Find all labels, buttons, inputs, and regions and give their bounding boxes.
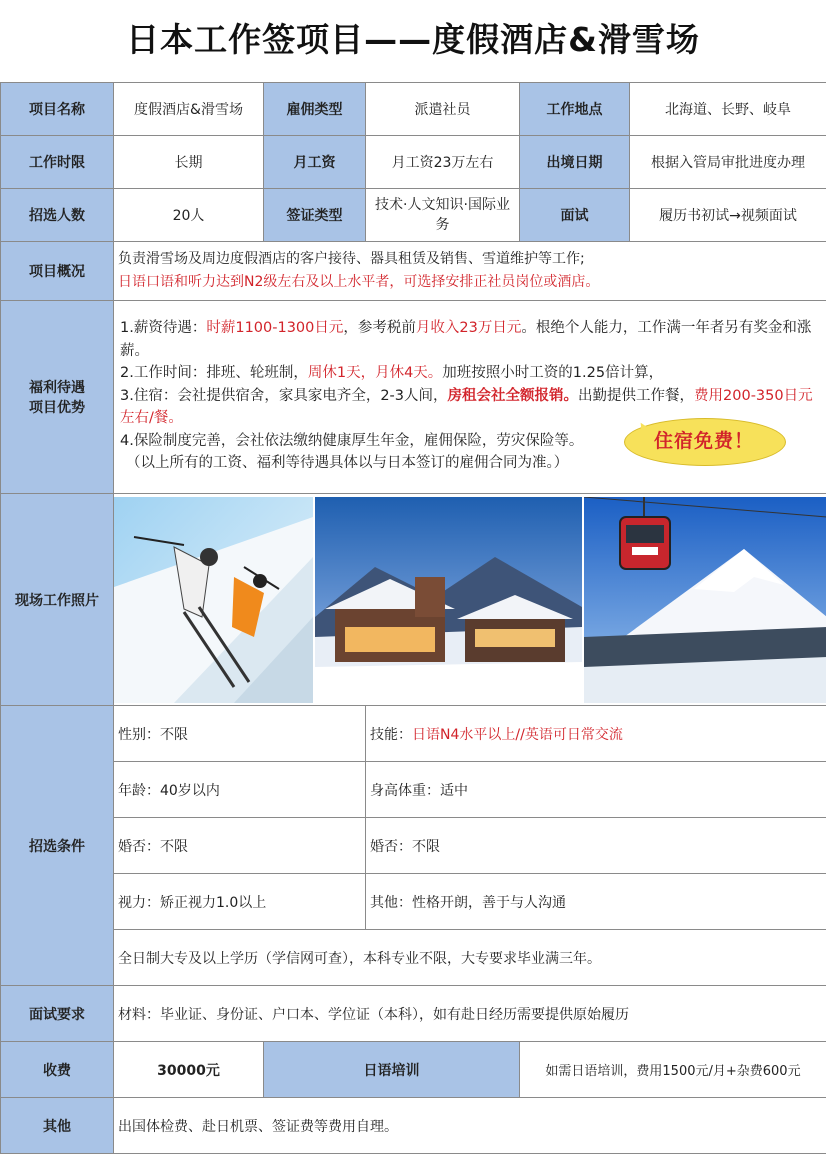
table-row <box>1 930 826 986</box>
requirements-label: 招选条件 <box>1 706 114 986</box>
interview-label: 面试 <box>520 189 630 242</box>
benefit-hours: 2.工作时间：排班、轮班制，周休1天，月休4天。加班按照小时工资的1.25倍计算， <box>120 365 664 382</box>
benefit-note: （以上所有的工资、福利等待遇具体以与日本签订的雇佣合同为准。） <box>126 455 569 472</box>
employment-type-label: 雇佣类型 <box>264 83 366 136</box>
benefit-salary: 1.薪资待遇：时薪1100-1300日元，参考税前月收入23万日元。根绝个人能力，工作满一年者另有奖金和涨薪。 <box>120 320 812 359</box>
interview-value: 履历书初试→视频面试 <box>630 189 826 242</box>
table-row <box>1 83 826 136</box>
japanese-training-text: 如需日语培训，费用1500元/月+杂费600元 <box>520 1042 826 1098</box>
project-name-label: 项目名称 <box>1 83 114 136</box>
table-row <box>1 1042 826 1098</box>
benefits-label <box>1 301 114 494</box>
table-row <box>1 874 826 930</box>
overview-line-2: 日语口语和听力达到N2级左右及以上水平者，可选择安排正社员岗位或酒店。 <box>118 274 600 290</box>
table-row <box>1 494 826 706</box>
monthly-salary-value: 月工资23万左右 <box>366 136 520 189</box>
photo-strip <box>114 495 826 704</box>
benefit-insurance: 4.保险制度完善，会社依法缴纳健康厚生年金，雇佣保险，劳灾保险等。 <box>120 432 584 449</box>
departure-date-label: 出境日期 <box>520 136 630 189</box>
table-row <box>1 986 826 1042</box>
overview-line-1: 负责滑雪场及周边度假酒店的客户接待、器具租赁及销售、雪道维护等工作; <box>118 251 585 267</box>
interview-requirements-text: 材料：毕业证、身份证、户口本、学位证（本科），如有赴日经历需要提供原始履历 <box>114 986 826 1042</box>
benefits-text <box>114 301 826 494</box>
visa-type-label: 签证类型 <box>264 189 366 242</box>
skill-requirement: 技能：日语N4水平以上//英语可日常交流 <box>366 706 826 762</box>
work-term-value: 长期 <box>114 136 264 189</box>
project-name-value: 度假酒店&滑雪场 <box>114 83 264 136</box>
age-requirement: 年龄：40岁以内 <box>114 762 366 818</box>
monthly-salary-label: 月工资 <box>264 136 366 189</box>
work-term-label: 工作时限 <box>1 136 114 189</box>
marital-requirement-right: 婚否：不限 <box>366 818 826 874</box>
headcount-label: 招选人数 <box>1 189 114 242</box>
headcount-value: 20人 <box>114 189 264 242</box>
other-text: 出国体检费、赴日机票、签证费等费用自理。 <box>114 1098 826 1154</box>
job-info-table <box>0 82 826 1154</box>
photos-label: 现场工作照片 <box>1 494 114 706</box>
departure-date-value: 根据入管局审批进度办理 <box>630 136 826 189</box>
table-row <box>1 301 826 494</box>
other-requirement: 其他：性格开朗，善于与人沟通 <box>366 874 826 930</box>
gondola-mountain-photo <box>584 497 826 703</box>
resort-hotel-photo <box>315 497 582 703</box>
interview-requirements-label: 面试要求 <box>1 986 114 1042</box>
benefits-label-line-2: 项目优势 <box>29 400 85 416</box>
gender-requirement: 性别：不限 <box>114 706 366 762</box>
benefit-housing: 3.住宿：会社提供宿舍，家具家电齐全，2-3人间，房租会社全额报销。出勤提供工作餐，费用200-350日元左右/餐。 <box>120 387 813 427</box>
marital-requirement-left: 婚否：不限 <box>114 818 366 874</box>
table-row <box>1 136 826 189</box>
work-location-value: 北海道、长野、岐阜 <box>630 83 826 136</box>
overview-text <box>114 242 826 301</box>
fee-amount: 30000元 <box>114 1042 264 1098</box>
table-row <box>1 242 826 301</box>
education-requirement: 全日制大专及以上学历（学信网可查），本科专业不限，大专要求毕业满三年。 <box>114 930 826 986</box>
table-row <box>1 706 826 762</box>
skier-photo <box>114 497 313 703</box>
height-weight-requirement: 身高体重：适中 <box>366 762 826 818</box>
table-row <box>1 189 826 242</box>
vision-requirement: 视力：矫正视力1.0以上 <box>114 874 366 930</box>
employment-type-value: 派遣社员 <box>366 83 520 136</box>
benefits-label-line-1: 福利待遇 <box>29 380 85 396</box>
fee-label: 收费 <box>1 1042 114 1098</box>
photos-cell <box>114 494 826 706</box>
callout-text: 住宿免费！ <box>653 430 754 452</box>
table-row <box>1 1098 826 1154</box>
work-location-label: 工作地点 <box>520 83 630 136</box>
japanese-training-label: 日语培训 <box>264 1042 520 1098</box>
page-title: 日本工作签项目——度假酒店&滑雪场 <box>126 20 700 59</box>
overview-label: 项目概况 <box>1 242 114 301</box>
other-label: 其他 <box>1 1098 114 1154</box>
table-row <box>1 818 826 874</box>
visa-type-value: 技术·人文知识·国际业务 <box>366 189 520 242</box>
table-row <box>1 762 826 818</box>
